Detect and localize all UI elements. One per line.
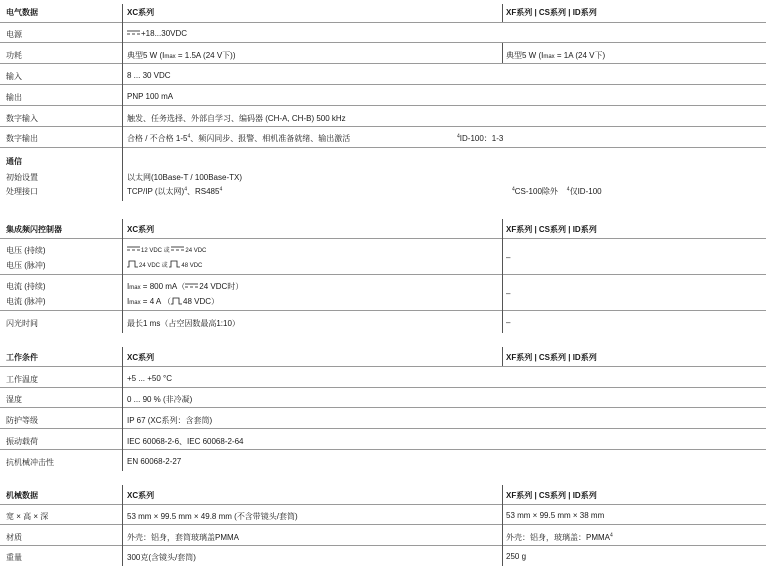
dc-symbol-icon [127, 246, 140, 252]
operating-xc-header: XC系列 [127, 353, 155, 362]
divider [0, 42, 766, 43]
dc-symbol-icon [127, 30, 140, 36]
operating-protection-value: IP 67 (XC系列：含套筒) [127, 416, 213, 425]
strobe-voltage-line-1-a: 12 VDC 或 [141, 248, 170, 254]
strobe-current-xf: – [506, 289, 511, 298]
strobe-flash-label: 闪光时间 [6, 319, 38, 328]
electrical-header-row [0, 7, 766, 21]
divider [0, 105, 766, 106]
comm-process-label: 处理接口 [6, 187, 38, 196]
divider [0, 504, 766, 505]
pulse-symbol-icon [127, 260, 138, 268]
mechanical-xf-header: XF系列 | CS系列 | ID系列 [506, 491, 597, 500]
consumption-xf-sub: max [543, 54, 555, 60]
digital-output-value [127, 133, 350, 144]
consumption-xc-prefix: 典型5 W (I [127, 51, 165, 60]
column-divider [502, 4, 503, 22]
mechanical-material-xf-text: 外壳：铝身，玻璃盖：PMMA [506, 533, 610, 542]
electrical-section-title: 电气数据 [6, 8, 38, 17]
strobe-section-title: 集成频闪控制器 [6, 225, 62, 234]
strobe-voltage-xf: – [506, 253, 511, 262]
mechanical-material-label: 材质 [6, 533, 22, 542]
divider [0, 238, 766, 239]
operating-protection-label: 防护等级 [6, 416, 38, 425]
electrical-xf-header: XF系列 | CS系列 | ID系列 [506, 8, 597, 17]
divider [0, 126, 766, 127]
consumption-xf-suffix: = 1A (24 V下) [554, 51, 606, 60]
operating-shock-value: EN 60068-2-27 [127, 457, 182, 466]
operating-humidity-value: 0 ... 90 % (非冷凝) [127, 395, 193, 404]
digital-input-label: 数字输入 [6, 114, 38, 123]
divider [0, 22, 766, 23]
consumption-xf-value [506, 50, 605, 61]
mechanical-section-title: 机械数据 [6, 491, 38, 500]
consumption-label: 功耗 [6, 51, 22, 60]
operating-vibration-value: IEC 60068-2-6、IEC 60068-2-64 [127, 437, 244, 446]
mechanical-dims-label: 宽 × 高 × 深 [6, 512, 49, 521]
comm-note-1: CS-100除外 [514, 187, 558, 196]
footnote-marker: 4 [187, 133, 191, 140]
divider [0, 428, 766, 429]
comm-note-2: 仅ID-100 [569, 187, 602, 196]
dc-symbol-icon [171, 246, 184, 252]
operating-section-title: 工作条件 [6, 353, 38, 362]
operating-vibration-label: 振动载荷 [6, 437, 38, 446]
strobe-voltage-label-1: 电压 (持续) [6, 246, 46, 255]
strobe-current-2-prefix: I [127, 297, 130, 306]
comm-process-value [127, 186, 222, 197]
footnote-marker: 4 [566, 186, 570, 193]
strobe-current-2-suffix: = 4 A （ [140, 297, 172, 306]
operating-humidity-label: 湿度 [6, 395, 22, 404]
mechanical-xc-header: XC系列 [127, 491, 155, 500]
strobe-flash-value: 最长1 ms（占空因数最高1:10） [127, 319, 240, 328]
column-divider [122, 485, 123, 566]
strobe-current-label-1: 电流 (持续) [6, 282, 46, 291]
comm-process-part-b: 、RS485 [186, 187, 220, 196]
strobe-voltage-line-1 [127, 245, 206, 254]
mechanical-weight-xf: 250 g [506, 552, 527, 561]
power-value-text: +18...30VDC [141, 29, 188, 38]
strobe-current-1-prefix: I [127, 282, 130, 291]
power-value [127, 29, 187, 38]
operating-xf-header: XF系列 | CS系列 | ID系列 [506, 353, 597, 362]
pulse-symbol-icon [171, 297, 182, 305]
footnote-marker: 4 [610, 532, 613, 539]
input-value: 8 ... 30 VDC [127, 71, 171, 80]
divider [0, 387, 766, 388]
comm-setup-value: 以太网(10Base-T / 100Base-TX) [127, 173, 243, 182]
digital-input-value: 触发、任务选择、外部自学习、编码器 (CH-A, CH-B) 500 kHz [127, 114, 346, 123]
mechanical-material-xc: 外壳：铝身，套筒玻璃盖PMMA [127, 533, 239, 542]
divider [0, 366, 766, 367]
comm-setup-label: 初始设置 [6, 173, 38, 182]
strobe-current-line-2 [127, 296, 219, 307]
divider [0, 524, 766, 525]
strobe-voltage-line-1-b: 24 VDC [185, 248, 207, 254]
divider [0, 274, 766, 275]
strobe-current-line-1 [127, 281, 243, 292]
consumption-xf-prefix: 典型5 W (I [506, 51, 544, 60]
footnote-marker: 4 [512, 186, 515, 193]
operating-temp-label: 工作温度 [6, 375, 38, 384]
divider [0, 147, 766, 148]
column-divider [502, 219, 503, 333]
strobe-xc-header: XC系列 [127, 225, 155, 234]
digital-output-part-b: 、频闪同步、报警、相机准备就绪、输出激活 [190, 134, 351, 143]
strobe-current-1-suffix: = 800 mA（ [140, 282, 186, 291]
mechanical-dims-xc: 53 mm × 99.5 mm × 49.8 mm (不含带镜头/套筒) [127, 512, 298, 521]
consumption-xc-value [127, 50, 236, 61]
footnote-marker: 4 [457, 133, 460, 140]
divider [0, 63, 766, 64]
operating-shock-label: 抗机械冲击性 [6, 458, 54, 467]
dc-symbol-icon [185, 283, 198, 289]
divider [0, 407, 766, 408]
digital-output-note-text: ID-100：1-3 [459, 134, 504, 143]
consumption-xc-suffix: = 1.5A (24 V下)) [175, 51, 236, 60]
column-divider [122, 4, 123, 201]
strobe-current-2-tail: 48 VDC） [183, 297, 220, 306]
pulse-symbol-icon [169, 260, 180, 268]
divider [0, 310, 766, 311]
electrical-xc-header: XC系列 [127, 8, 155, 17]
digital-output-note [457, 133, 503, 144]
strobe-voltage-line-2-b: 48 VDC [181, 263, 203, 269]
mechanical-material-xf [506, 532, 613, 543]
output-value: PNP 100 mA [127, 92, 174, 101]
footnote-marker: 4 [184, 186, 187, 193]
mechanical-weight-label: 重量 [6, 553, 22, 562]
output-label: 输出 [6, 93, 22, 102]
column-divider [502, 43, 503, 63]
strobe-voltage-label-2: 电压 (脉冲) [6, 261, 46, 270]
input-label: 输入 [6, 72, 22, 81]
strobe-current-2-sub: max [129, 300, 141, 306]
column-divider [122, 219, 123, 333]
mechanical-weight-xc: 300克(含镜头/套筒) [127, 553, 196, 562]
column-divider [122, 347, 123, 471]
column-divider [502, 347, 503, 366]
strobe-current-1-tail: 24 VDC时） [199, 282, 244, 291]
strobe-xf-header: XF系列 | CS系列 | ID系列 [506, 225, 597, 234]
operating-temp-value: +5 ... +50 °C [127, 374, 173, 383]
strobe-voltage-line-2 [127, 260, 202, 269]
strobe-current-label-2: 电流 (脉冲) [6, 297, 46, 306]
divider [0, 84, 766, 85]
comm-label: 通信 [6, 157, 22, 166]
divider [0, 449, 766, 450]
strobe-current-1-sub: max [129, 285, 141, 291]
divider [0, 545, 766, 546]
mechanical-dims-xf: 53 mm × 99.5 mm × 38 mm [506, 511, 605, 520]
column-divider [502, 485, 503, 566]
footnote-marker: 4 [219, 186, 223, 193]
digital-output-part-a: 合格 / 不合格 1-5 [127, 134, 188, 143]
power-label: 电源 [6, 30, 22, 39]
comm-note [512, 186, 602, 197]
strobe-voltage-line-2-a: 24 VDC 或 [139, 263, 168, 269]
comm-process-part-a: TCP/IP (以太网) [127, 187, 185, 196]
digital-output-label: 数字输出 [6, 134, 38, 143]
strobe-flash-xf: – [506, 318, 511, 327]
consumption-xc-sub: max [164, 54, 176, 60]
